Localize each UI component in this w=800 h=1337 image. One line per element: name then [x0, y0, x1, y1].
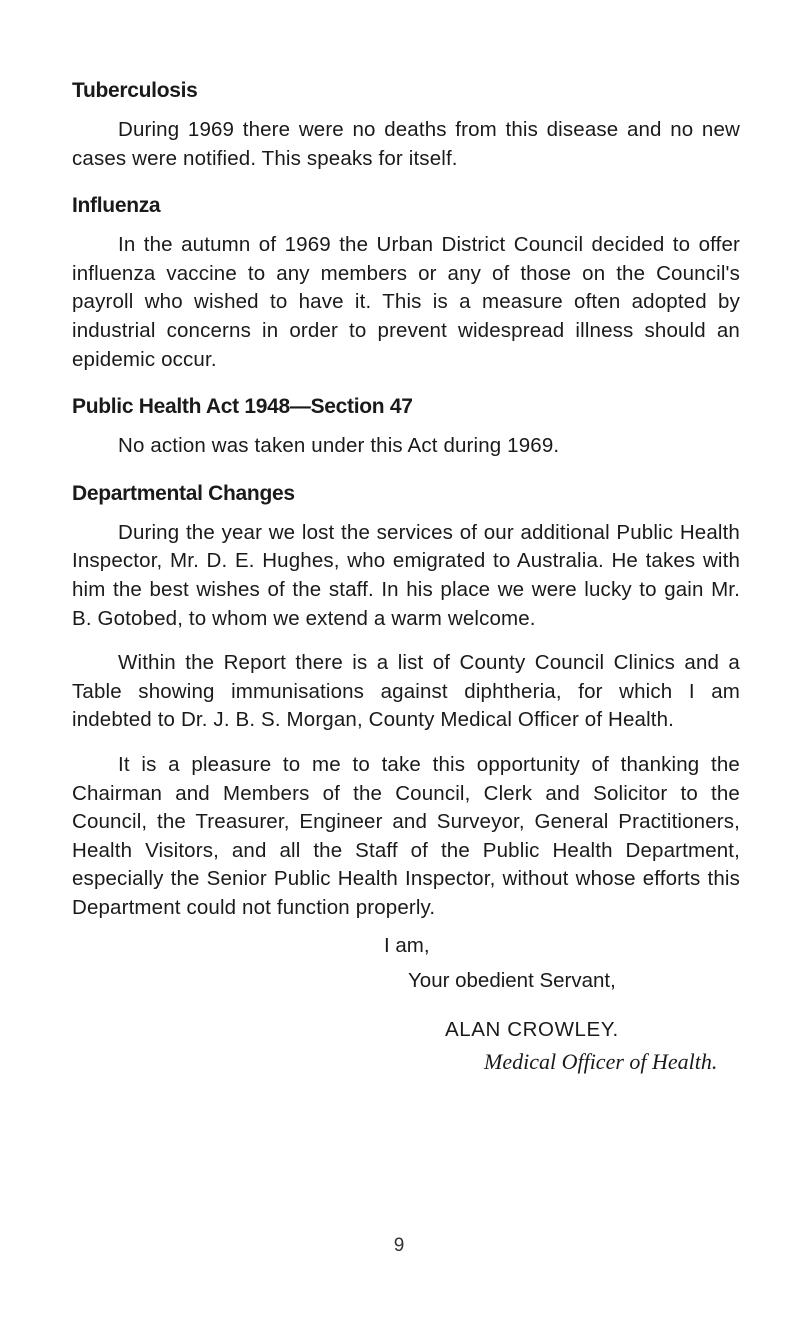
closing-i-am: I am,: [384, 934, 430, 958]
document-page: [72, 78, 740, 1077]
heading-departmental-changes: Departmental Changes: [72, 481, 295, 505]
paragraph-departmental-changes-2: Within the Report there is a list of County Council Clinics and a Table showing immunisations against diphtheria, for which I am indebted to Dr. J. B. S. Morgan, County Medical Officer of Health.: [72, 651, 740, 732]
closing-servant: Your obedient Servant,: [408, 969, 616, 993]
page-number: 9: [393, 1235, 405, 1256]
heading-tuberculosis: Tuberculosis: [72, 79, 198, 102]
closing-block: [72, 932, 740, 1076]
signatory-name: ALAN CROWLEY.: [445, 1017, 619, 1041]
paragraph-departmental-changes-3: It is a pleasure to me to take this opportunity of thanking the Chairman and Members of the Council, Clerk and Solicitor to the Council, the Treasurer, Engineer and Surveyor, General Practitioners, Health Visitors, and all the Staff of the Public Health Department, especially the Senior Public Health Inspector, without whose efforts this Department could not function properly.: [72, 752, 740, 919]
paragraph-influenza: In the autumn of 1969 the Urban District Council decided to offer influenza vaccine to any members or any of those on the Council's payroll who wished to have it. This is a measure often adopted by industrial concerns in order to prevent widespread illness should an epidemic occur.: [72, 233, 740, 371]
heading-influenza: Influenza: [72, 194, 161, 218]
paragraph-public-health-act: No action was taken under this Act during 1969.: [118, 434, 560, 458]
signatory-title: Medical Officer of Health.: [484, 1049, 718, 1075]
paragraph-departmental-changes-1: During the year we lost the services of our additional Public Health Inspector, Mr. D. E. Hughes, who emigrated to Australia. He takes with him the best wishes of the staff. In his place we were lucky to gain Mr. B. Gotobed, to whom we extend a warm welcome.: [72, 520, 740, 630]
heading-public-health-act: Public Health Act 1948—Section 47: [72, 395, 413, 419]
paragraph-tuberculosis: During 1969 there were no deaths from this disease and no new cases were notified. This speaks for itself.: [72, 118, 740, 170]
